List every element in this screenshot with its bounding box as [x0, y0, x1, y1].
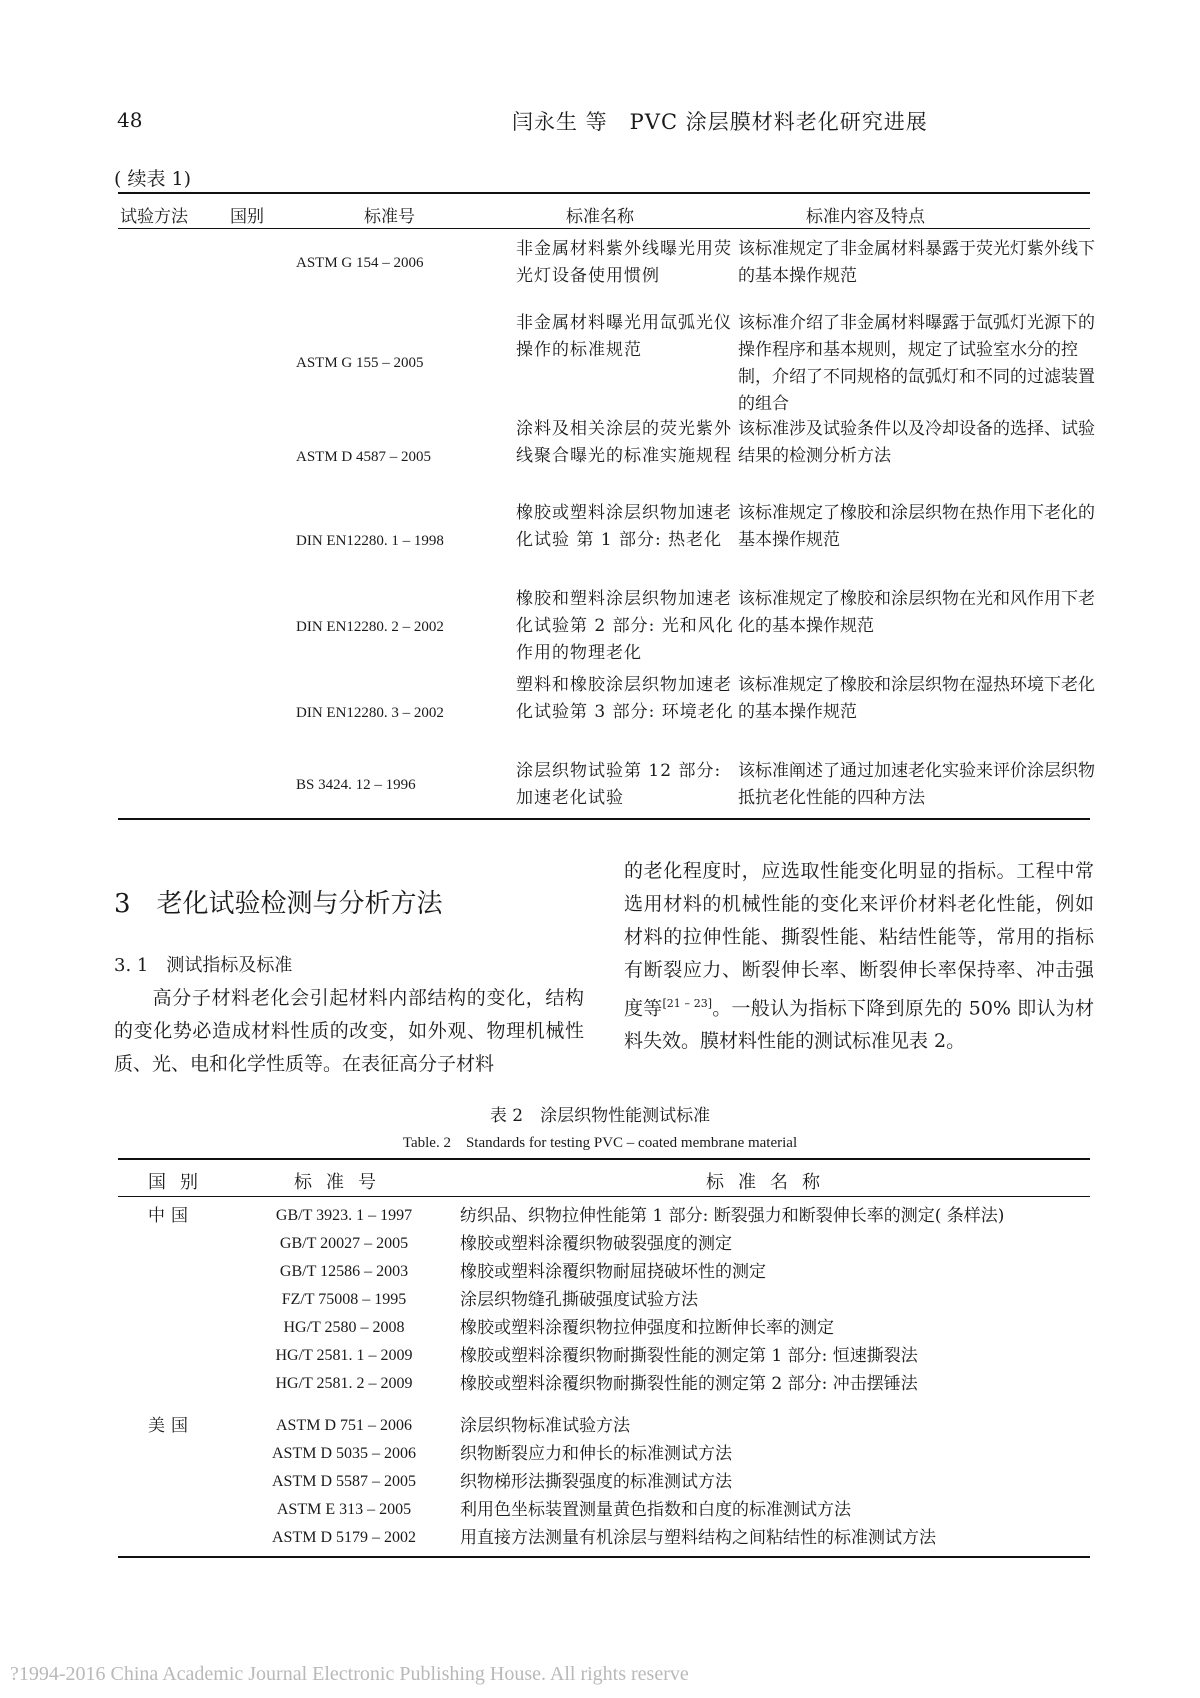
std-code: ASTM D 5587 – 2005	[271, 1473, 416, 1490]
table2-caption-en: Table. 2 Standards for testing PVC – coated membrane material	[402, 1135, 798, 1151]
para-left-text: 高分子材料老化会引起材料内部结构的变化，结构的变化势必造成材料性质的改变，如外观、物理机械性质、光、电和化学性质等。在表征高分子材料	[114, 987, 584, 1075]
std-name: 橡胶或塑料涂覆织物拉伸强度和拉断伸长率的测定	[460, 1318, 834, 1338]
std-code: DIN EN12280. 3 – 2002	[296, 705, 444, 721]
std-name: 非金属材料紫外线曝光用荧光灯设备使用惯例	[516, 239, 732, 286]
std-name: 橡胶或塑料涂覆织物破裂强度的测定	[460, 1234, 732, 1254]
std-code: DIN EN12280. 2 – 2002	[296, 619, 444, 635]
std-desc: 该标准涉及试验条件以及冷却设备的选择、试验结果的检测分析方法	[738, 419, 1095, 466]
std-name: 织物梯形法撕裂强度的标准测试方法	[460, 1472, 732, 1492]
std-name: 涂料及相关涂层的荧光紫外线聚合曝光的标准实施规程	[516, 419, 732, 466]
std-name: 非金属材料曝光用氙弧光仪操作的标准规范	[516, 313, 732, 360]
table1-col-desc: 标准内容及特点	[806, 207, 925, 227]
std-desc: 该标准规定了橡胶和涂层织物在湿热环境下老化的基本操作规范	[738, 675, 1095, 722]
table1-continuation-label: ( 续表 1)	[114, 168, 191, 190]
std-code: FZ/T 75008 – 1995	[281, 1291, 407, 1308]
running-title: 闫永生 等 PVC 涂层膜材料老化研究进展	[512, 110, 928, 134]
body-paragraph-left	[114, 982, 584, 1081]
table-row	[118, 1258, 1090, 1286]
copyright-footer: ?1994-2016 China Academic Journal Electronic Publishing House. All rights reserve	[10, 1663, 689, 1685]
table-row	[118, 1496, 1090, 1524]
std-code: GB/T 3923. 1 – 1997	[275, 1207, 413, 1224]
std-desc: 该标准规定了非金属材料暴露于荧光灯紫外线下的基本操作规范	[738, 239, 1095, 286]
std-name: 涂层织物标准试验方法	[460, 1416, 630, 1436]
table-row	[118, 1524, 1090, 1552]
table2-col-country: 国别	[148, 1172, 212, 1193]
std-name: 涂层织物缝孔撕破强度试验方法	[460, 1290, 698, 1310]
std-desc: 该标准规定了橡胶和涂层织物在热作用下老化的基本操作规范	[738, 503, 1095, 550]
country: 中国	[148, 1206, 194, 1226]
para-right-text-b: 。一般认为指标下降到原先的 50% 即认为材料失效。膜材料性能的测试标准见表 2。	[624, 997, 1094, 1053]
table2-bottom-rule	[118, 1556, 1090, 1558]
std-desc: 该标准阐述了通过加速老化实验来评价涂层织物抵抗老化性能的四种方法	[738, 761, 1095, 808]
table2-top-rule	[118, 1158, 1090, 1160]
std-name: 纺织品、织物拉伸性能第 1 部分: 断裂强力和断裂伸长率的测定( 条样法)	[460, 1206, 1005, 1226]
std-code: GB/T 20027 – 2005	[279, 1235, 409, 1252]
std-code: ASTM D 5035 – 2006	[271, 1445, 416, 1462]
para-right-text-a: 的老化程度时，应选取性能变化明显的指标。工程中常选用材料的机械性能的变化来评价材料老化性能，例如材料的拉伸性能、撕裂性能、粘结性能等，常用的指标有断裂应力、断裂伸长率、断裂伸长率保持率、冲击强度等	[624, 860, 1094, 1020]
table2	[118, 1158, 1090, 1570]
table1-col-name: 标准名称	[566, 207, 634, 227]
std-code: ASTM D 4587 – 2005	[296, 449, 432, 465]
page-number: 48	[117, 108, 143, 132]
std-code: HG/T 2580 – 2008	[283, 1319, 405, 1336]
std-name: 利用色坐标装置测量黄色指数和白度的标准测试方法	[460, 1500, 851, 1520]
table-row	[118, 1370, 1090, 1398]
std-code: HG/T 2581. 1 – 2009	[275, 1347, 413, 1364]
std-code: HG/T 2581. 2 – 2009	[275, 1375, 413, 1392]
citation-ref: [21 – 23]	[662, 997, 713, 1010]
table2-col-name: 标准名称	[706, 1172, 834, 1193]
table1-bottom-rule	[118, 818, 1090, 820]
std-name: 织物断裂应力和伸长的标准测试方法	[460, 1444, 732, 1464]
table-row	[118, 1286, 1090, 1314]
body-paragraph-right	[624, 855, 1094, 1058]
table2-col-std: 标准号	[294, 1172, 390, 1193]
table-row	[118, 1342, 1090, 1370]
std-name: 橡胶和塑料涂层织物加速老化试验第 2 部分: 光和风化作用的物理老化	[516, 589, 734, 663]
std-name: 橡胶或塑料涂层织物加速老化试验 第 1 部分: 热老化	[516, 503, 732, 550]
std-name: 橡胶或塑料涂覆织物耐撕裂性能的测定第 2 部分: 冲击摆锤法	[460, 1374, 918, 1394]
std-desc: 该标准规定了橡胶和涂层织物在光和风作用下老化的基本操作规范	[738, 589, 1095, 636]
std-desc: 该标准介绍了非金属材料曝露于氙弧灯光源下的操作程序和基本规则，规定了试验室水分的控制，介绍了不同规格的氙弧灯和不同的过滤装置的组合	[738, 313, 1095, 414]
std-name: 用直接方法测量有机涂层与塑料结构之间粘结性的标准测试方法	[460, 1528, 936, 1548]
table2-header-rule	[118, 1196, 1090, 1197]
std-code: BS 3424. 12 – 1996	[296, 777, 416, 793]
table-row	[118, 1412, 1090, 1440]
std-code: ASTM G 155 – 2005	[296, 355, 424, 371]
std-name: 塑料和橡胶涂层织物加速老化试验第 3 部分: 环境老化	[516, 675, 734, 722]
table1-header-rule	[118, 228, 1090, 229]
table-row	[118, 1314, 1090, 1342]
std-code: ASTM G 154 – 2006	[296, 255, 424, 271]
country: 美国	[148, 1416, 194, 1436]
std-code: ASTM D 751 – 2006	[275, 1417, 412, 1434]
std-code: DIN EN12280. 1 – 1998	[296, 533, 444, 549]
table-row	[118, 1202, 1090, 1230]
table1	[118, 192, 1095, 820]
std-code: ASTM D 5179 – 2002	[271, 1529, 416, 1546]
subsection-title: 3. 1 测试指标及标准	[114, 955, 293, 976]
table-row	[118, 1440, 1090, 1468]
std-code: ASTM E 313 – 2005	[276, 1501, 412, 1518]
table-row	[118, 1230, 1090, 1258]
table-row	[118, 1468, 1090, 1496]
table1-col-std: 标准号	[364, 207, 415, 227]
table1-col-method: 试验方法	[120, 207, 188, 227]
table1-top-rule	[118, 192, 1090, 194]
std-name: 橡胶或塑料涂覆织物耐撕裂性能的测定第 1 部分: 恒速撕裂法	[460, 1346, 918, 1366]
table2-caption-cn: 表 2 涂层织物性能测试标准	[489, 1106, 711, 1126]
section-title: 3 老化试验检测与分析方法	[114, 889, 443, 919]
std-name: 橡胶或塑料涂覆织物耐屈挠破坏性的测定	[460, 1262, 766, 1282]
std-name: 涂层织物试验第 12 部分: 加速老化试验	[516, 761, 722, 808]
table1-col-country: 国别	[230, 207, 264, 227]
std-code: GB/T 12586 – 2003	[279, 1263, 409, 1280]
